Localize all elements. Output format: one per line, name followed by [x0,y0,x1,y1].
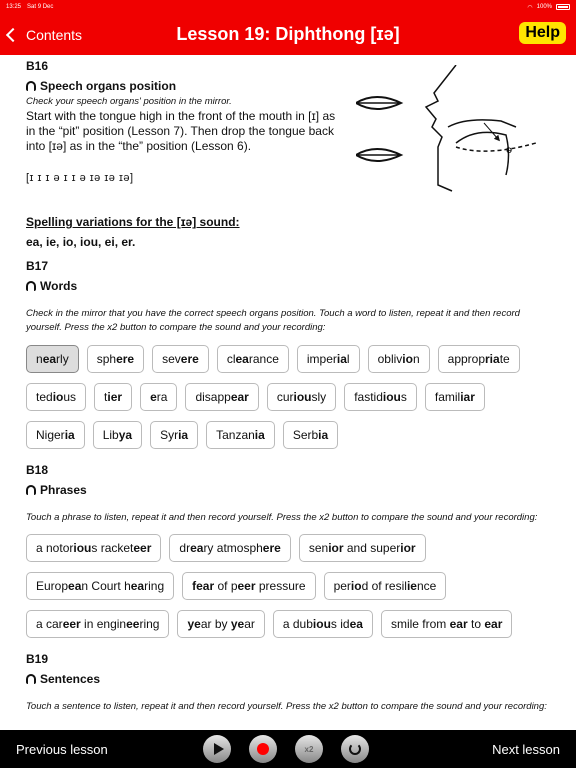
status-date: Sat 9 Dec [27,4,54,10]
highlight-segment: eer [237,579,256,594]
word-chip[interactable] [93,421,142,449]
section-id-b16: B16 [26,59,49,73]
text-segment: n [412,351,420,366]
word-chip[interactable] [185,383,258,411]
highlight-segment: ea [68,579,82,594]
word-chip[interactable] [26,421,85,449]
text-segment: s id [330,617,350,632]
section-id-b19: B19 [26,652,49,667]
highlight-segment: ere [116,351,135,366]
phrases-heading[interactable] [26,483,550,497]
text-segment: Niger [36,427,65,442]
mouth-diagram [356,65,566,200]
highlight-segment: ea [235,351,249,366]
word-chip[interactable] [140,383,177,411]
text-segment: a car [36,617,63,632]
text-segment: ring [139,617,160,632]
word-chip[interactable] [267,383,336,411]
text-segment: Serb [292,427,319,442]
text-segment: rly [56,351,69,366]
words-heading[interactable] [26,279,550,293]
text-segment: dr [179,541,191,556]
spelling-title: Spelling variations for the [ɪə] sound: [26,215,240,229]
text-segment: s racket [91,541,134,556]
section-id-b18: B18 [26,462,49,477]
highlight-segment: ye [187,617,201,632]
next-lesson-button[interactable]: Next lesson [492,741,560,757]
word-chip[interactable] [152,345,209,373]
phrase-chip[interactable] [26,572,174,600]
headphones-icon [26,81,36,91]
text-segment: us [63,389,77,404]
compare-x2-button[interactable] [295,735,323,763]
heading-label: Words [40,279,78,293]
word-chip[interactable] [26,345,79,373]
text-segment: ry atmosph [203,541,263,556]
wifi-icon: ◠ [527,4,533,11]
highlight-segment: ear [484,617,503,632]
record-button[interactable] [249,735,277,763]
word-chip[interactable] [368,345,430,373]
text-segment: d of resil [361,579,407,594]
text-segment: and super [343,541,401,556]
text-segment: ra [156,389,168,404]
highlight-segment: ie [406,579,417,594]
phrase-chip[interactable] [169,534,290,562]
highlight-segment: ia [318,427,329,442]
highlight-segment: ia [336,351,347,366]
lesson-content[interactable] [0,55,576,730]
text-segment: Lib [102,427,119,442]
play-icon [214,743,224,755]
status-time: 13:25 [6,4,22,10]
text-segment: ring [144,579,165,594]
word-chip[interactable] [206,421,275,449]
replay-icon [349,743,361,755]
phrase-chip[interactable] [299,534,426,562]
text-segment: ar [244,617,255,632]
contents-back-button[interactable] [8,27,82,43]
text-segment: a dub [282,617,313,632]
highlight-segment: ere [180,351,199,366]
sentences-heading[interactable] [26,672,550,686]
highlight-segment: ear [230,389,249,404]
text-segment: Tanzan [216,427,255,442]
highlight-segment: ia [178,427,189,442]
heading-label: Sentences [40,672,101,687]
highlight-segment: ior [400,541,416,556]
text-segment: rance [248,351,279,366]
nav-row [0,14,576,55]
headphones-icon [26,281,36,291]
phrase-chip[interactable] [26,534,161,562]
text-segment: ted [36,389,53,404]
text-segment: per [333,579,351,594]
sentences-instruction: Touch a sentence to listen, repeat it and then record yourself. Press the x2 button to compare the sound and your recording: [26,701,547,713]
highlight-segment: eer [62,617,81,632]
battery-icon [556,4,570,10]
text-segment: in engin [80,617,127,632]
battery-percent: 100% [536,4,552,10]
phrases-instruction: Touch a phrase to listen, repeat it and then record yourself. Press the x2 button to compare the sound and your recording: [26,511,538,523]
highlight-segment: ea [349,617,363,632]
text-segment: smile from [390,617,450,632]
highlight-segment: ea [130,579,145,594]
word-chip[interactable] [297,345,360,373]
highlight-segment: fear [192,579,215,594]
phrase-chip[interactable] [273,610,373,638]
phrase-chip[interactable] [26,610,169,638]
highlight-segment: ear [449,617,468,632]
phrase-chip[interactable] [177,610,264,638]
text-segment: t [104,389,108,404]
highlight-segment: iar [460,389,475,404]
highlight-segment: iou [293,389,312,404]
bottom-toolbar [0,730,576,768]
headphones-icon [26,485,36,495]
replay-button[interactable] [341,735,369,763]
previous-lesson-button[interactable]: Previous lesson [16,741,108,757]
word-chip[interactable] [425,383,485,411]
word-chip[interactable] [438,345,520,373]
text-segment: n [36,351,43,366]
text-segment: s [400,389,407,404]
highlight-segment: ia [64,427,75,442]
word-chips [26,345,550,449]
highlight-segment: ier [107,389,123,404]
section-b16 [26,59,550,207]
highlight-segment: ea [42,351,57,366]
text-segment: approp [447,351,486,366]
phrase-chip[interactable] [324,572,447,600]
heading-label: Phrases [40,482,87,497]
word-chip[interactable] [283,421,338,449]
text-segment: disapp [195,389,231,404]
phrase-chips [26,534,550,638]
description-paragraph: Start with the tongue high in the front of the mouth in [ɪ] as in the “pit” position (Lesson 7). Then drop the tongue back into [ɪə] as in the “the” position (Lesson 6). [26,108,336,153]
back-label: Contents [26,26,83,43]
speech-organs-heading[interactable] [26,79,346,93]
word-chip[interactable] [344,383,417,411]
media-controls [203,735,369,763]
headphones-icon [26,674,36,684]
status-bar [0,0,576,14]
text-segment: cur [276,389,294,404]
text-segment: sph [96,351,117,366]
heading-label: Speech organs position [40,79,177,93]
record-icon [257,743,269,755]
text-segment: famil [434,389,461,404]
highlight-segment: ea [190,541,204,556]
words-instruction: Check in the mirror that you have the correct speech organs position. Touch a word to listen, repeat it and then record yourself. Press the x2 button to compare the sound and your recording: [26,308,520,333]
word-chip[interactable] [87,345,144,373]
text-segment: ar by [200,617,231,632]
text-segment: sly [311,389,327,404]
text-segment: fastid [354,389,383,404]
text-segment: te [499,351,510,366]
highlight-segment: ya [118,427,133,442]
section-id-b17: B17 [26,259,49,273]
highlight-segment: e [150,389,157,404]
header-bar [0,0,576,55]
text-segment: obliv [377,351,403,366]
highlight-segment: iou [312,617,331,632]
highlight-segment: ere [262,541,281,556]
phrase-chip[interactable] [182,572,315,600]
text-segment: pressure [255,579,306,594]
word-chip[interactable] [26,383,86,411]
highlight-segment: ia [254,427,265,442]
play-button[interactable] [203,735,231,763]
word-chip[interactable] [94,383,132,411]
text-segment: sen [308,541,329,556]
text-segment: Europ [36,579,69,594]
diagram-schwa-label: ə [506,145,513,156]
phrase-chip[interactable] [381,610,512,638]
spelling-list: ea, ie, io, iou, ei, er. [26,235,136,249]
text-segment: a notor [36,541,74,556]
instruction-text: Check your speech organs' position in the mirror. [26,96,232,107]
help-button[interactable]: Help [519,22,566,44]
text-segment: cl [226,351,236,366]
highlight-segment: ria [485,351,500,366]
page-title: Lesson 19: Diphthong [ɪə] [176,24,400,44]
text-segment: nce [416,579,437,594]
highlight-segment: ior [328,541,344,556]
text-segment: of p [214,579,238,594]
text-segment: to [467,617,485,632]
x2-label: x2 [304,744,314,754]
chevron-left-icon [6,27,20,41]
text-segment: Syr [160,427,179,442]
highlight-segment: io [402,351,413,366]
highlight-segment: io [350,579,362,594]
highlight-segment: iou [73,541,92,556]
highlight-segment: iou [382,389,401,404]
text-segment: l [346,351,350,366]
ipa-sequence[interactable]: [ɪ ɪ ɪ ə ɪ ɪ ə ɪə ɪə ɪə] [26,171,134,184]
text-segment: sev [162,351,181,366]
word-chip[interactable] [150,421,198,449]
text-segment: n Court h [81,579,131,594]
highlight-segment: ee [126,617,140,632]
highlight-segment: eer [133,541,152,556]
highlight-segment: io [52,389,64,404]
text-segment: imper [306,351,337,366]
word-chip[interactable] [217,345,289,373]
highlight-segment: ye [230,617,245,632]
